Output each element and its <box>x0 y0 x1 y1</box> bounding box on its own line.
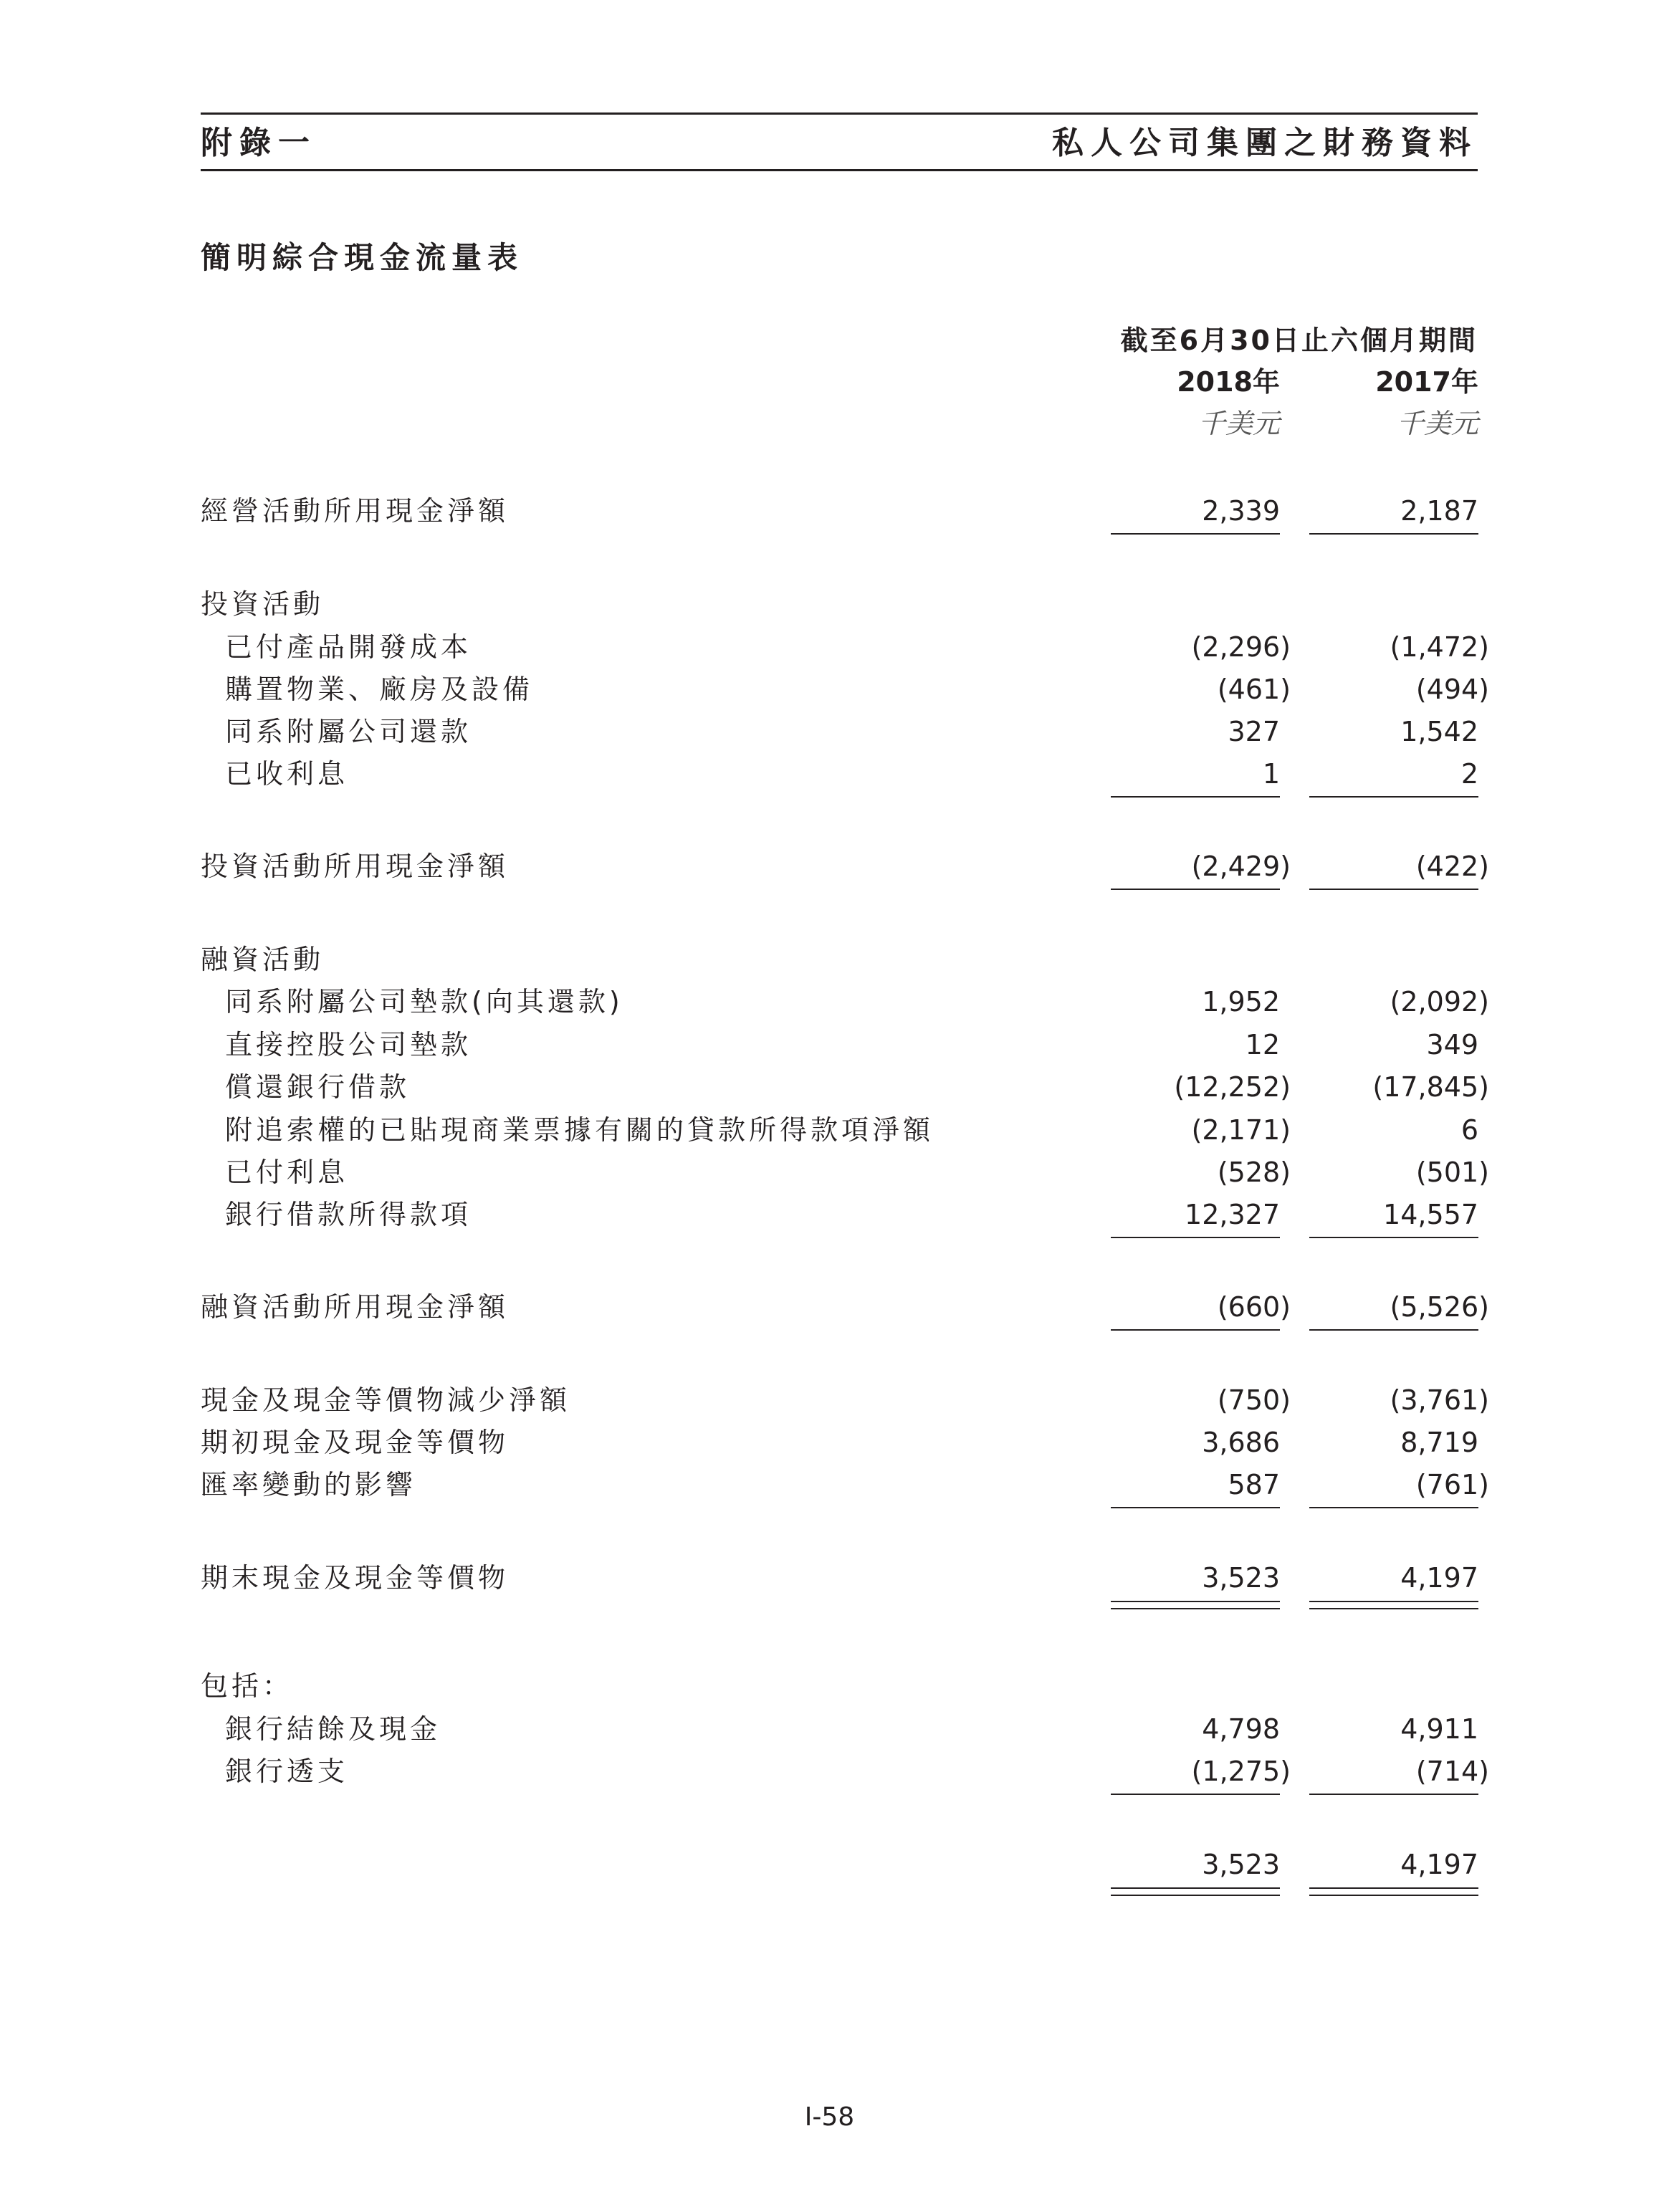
value-2018: (1,275) <box>1191 1756 1291 1787</box>
value-2018: (528) <box>1217 1157 1291 1188</box>
total-double-rule <box>1111 1887 1280 1889</box>
section-title: 私人公司集團之財務資料 <box>1052 125 1478 161</box>
table-row <box>0 1027 1659 1063</box>
value-2017: (2,092) <box>1390 986 1489 1018</box>
value-2017: (494) <box>1415 674 1489 705</box>
table-row <box>0 493 1659 529</box>
value-2018: 3,523 <box>1202 1562 1280 1594</box>
statement-title: 簡明綜合現金流量表 <box>201 240 524 275</box>
table-row <box>0 1467 1659 1503</box>
subtotal-rule <box>1309 1794 1478 1795</box>
value-2017: 2,187 <box>1400 495 1478 527</box>
value-2017: 4,197 <box>1400 1849 1478 1880</box>
subtotal-rule <box>1111 889 1280 890</box>
subtotal-rule <box>1309 1329 1478 1331</box>
year-2017-heading: 2017年 <box>1375 366 1478 398</box>
page-number: I-58 <box>804 2102 855 2132</box>
total-double-rule <box>1111 1895 1280 1896</box>
subtotal-rule <box>1111 796 1280 798</box>
subtotal-rule <box>1111 1794 1280 1795</box>
total-double-rule <box>1309 1895 1478 1896</box>
row-label: 直接控股公司墊款 <box>225 1029 472 1060</box>
row-label: 已付利息 <box>225 1157 349 1188</box>
value-2018: 12 <box>1245 1029 1280 1060</box>
value-2018: 12,327 <box>1185 1199 1280 1230</box>
value-2017: (422) <box>1415 851 1489 882</box>
value-2018: (750) <box>1217 1384 1291 1416</box>
row-label: 匯率變動的影響 <box>201 1469 417 1500</box>
subtotal-rule <box>1309 1237 1478 1238</box>
value-2017: 1,542 <box>1400 716 1478 747</box>
total-double-rule <box>1309 1887 1478 1889</box>
table-row <box>0 629 1659 665</box>
total-double-rule <box>1309 1608 1478 1609</box>
table-row <box>0 671 1659 707</box>
value-2017: 8,719 <box>1400 1427 1478 1458</box>
header-top-rule <box>201 112 1478 115</box>
section-heading-row <box>0 942 1659 977</box>
value-2018: 4,798 <box>1202 1713 1280 1745</box>
subtotal-rule <box>1111 533 1280 535</box>
row-label: 銀行結餘及現金 <box>225 1713 441 1745</box>
table-row <box>0 1197 1659 1232</box>
row-label: 包括： <box>201 1670 294 1702</box>
row-label: 期初現金及現金等價物 <box>201 1427 510 1458</box>
value-2018: (2,171) <box>1191 1114 1291 1146</box>
row-label: 附追索權的已貼現商業票據有關的貸款所得款項淨額 <box>225 1114 934 1146</box>
value-2018: 1,952 <box>1202 986 1280 1018</box>
value-2017: (501) <box>1415 1157 1489 1188</box>
subtotal-rule <box>1111 1329 1280 1331</box>
value-2017: 4,911 <box>1400 1713 1478 1745</box>
value-2018: (660) <box>1217 1291 1291 1323</box>
header-bottom-rule <box>201 169 1478 171</box>
value-2017: 349 <box>1426 1029 1478 1060</box>
table-row <box>0 1154 1659 1190</box>
row-label: 投資活動所用現金淨額 <box>201 851 510 882</box>
unit-2017: 千美元 <box>1396 408 1478 439</box>
table-row <box>0 1711 1659 1747</box>
value-2017: (17,845) <box>1372 1071 1489 1103</box>
row-label: 經營活動所用現金淨額 <box>201 495 510 527</box>
section-heading-row <box>0 1668 1659 1704</box>
row-label: 期末現金及現金等價物 <box>201 1562 510 1594</box>
appendix-label: 附錄一 <box>201 125 317 161</box>
row-label: 銀行借款所得款項 <box>225 1199 472 1230</box>
table-row <box>0 848 1659 884</box>
value-2018: 3,686 <box>1202 1427 1280 1458</box>
value-2017: (761) <box>1415 1469 1489 1500</box>
value-2018: (12,252) <box>1174 1071 1291 1103</box>
subtotal-rule <box>1111 1507 1280 1508</box>
row-label: 現金及現金等價物減少淨額 <box>201 1384 571 1416</box>
subtotal-rule <box>1111 1237 1280 1238</box>
total-double-rule <box>1111 1601 1280 1602</box>
value-2018: 587 <box>1228 1469 1280 1500</box>
value-2018: (461) <box>1217 674 1291 705</box>
row-label: 已收利息 <box>225 758 349 790</box>
subtotal-rule <box>1309 533 1478 535</box>
table-row <box>0 756 1659 792</box>
value-2017: (3,761) <box>1390 1384 1489 1416</box>
value-2017: 6 <box>1460 1114 1478 1146</box>
value-2018: 1 <box>1262 758 1280 790</box>
table-row <box>0 1560 1659 1596</box>
value-2018: (2,296) <box>1191 631 1291 663</box>
value-2018: 2,339 <box>1202 495 1280 527</box>
table-row <box>0 1112 1659 1148</box>
year-2018-heading: 2018年 <box>1177 366 1280 398</box>
table-row <box>0 714 1659 750</box>
total-double-rule <box>1309 1601 1478 1602</box>
value-2018: 3,523 <box>1202 1849 1280 1880</box>
value-2017: 4,197 <box>1400 1562 1478 1594</box>
subtotal-rule <box>1309 796 1478 798</box>
row-label: 融資活動所用現金淨額 <box>201 1291 510 1323</box>
value-2017: 2 <box>1460 758 1478 790</box>
row-label: 償還銀行借款 <box>225 1071 411 1103</box>
value-2017: 14,557 <box>1383 1199 1478 1230</box>
subtotal-rule <box>1309 889 1478 890</box>
row-label: 購置物業、廠房及設備 <box>225 674 534 705</box>
table-row <box>0 1382 1659 1418</box>
row-label: 同系附屬公司還款 <box>225 716 472 747</box>
table-row <box>0 1289 1659 1325</box>
section-heading-row <box>0 586 1659 622</box>
table-row <box>0 984 1659 1020</box>
table-row <box>0 1069 1659 1105</box>
row-label: 融資活動 <box>201 944 325 975</box>
row-label: 銀行透支 <box>225 1756 349 1787</box>
value-2017: (714) <box>1415 1756 1489 1787</box>
row-label: 同系附屬公司墊款(向其還款) <box>225 986 623 1018</box>
table-row <box>0 1425 1659 1460</box>
total-double-rule <box>1111 1608 1280 1609</box>
value-2018: (2,429) <box>1191 851 1291 882</box>
table-row <box>0 1753 1659 1789</box>
unit-2018: 千美元 <box>1197 408 1280 439</box>
row-label: 已付產品開發成本 <box>225 631 472 663</box>
period-heading: 截至6月30日止六個月期間 <box>1120 325 1478 356</box>
row-label: 投資活動 <box>201 588 325 620</box>
value-2017: (1,472) <box>1390 631 1489 663</box>
value-2018: 327 <box>1228 716 1280 747</box>
value-2017: (5,526) <box>1390 1291 1489 1323</box>
subtotal-rule <box>1309 1507 1478 1508</box>
table-row <box>0 1847 1659 1882</box>
